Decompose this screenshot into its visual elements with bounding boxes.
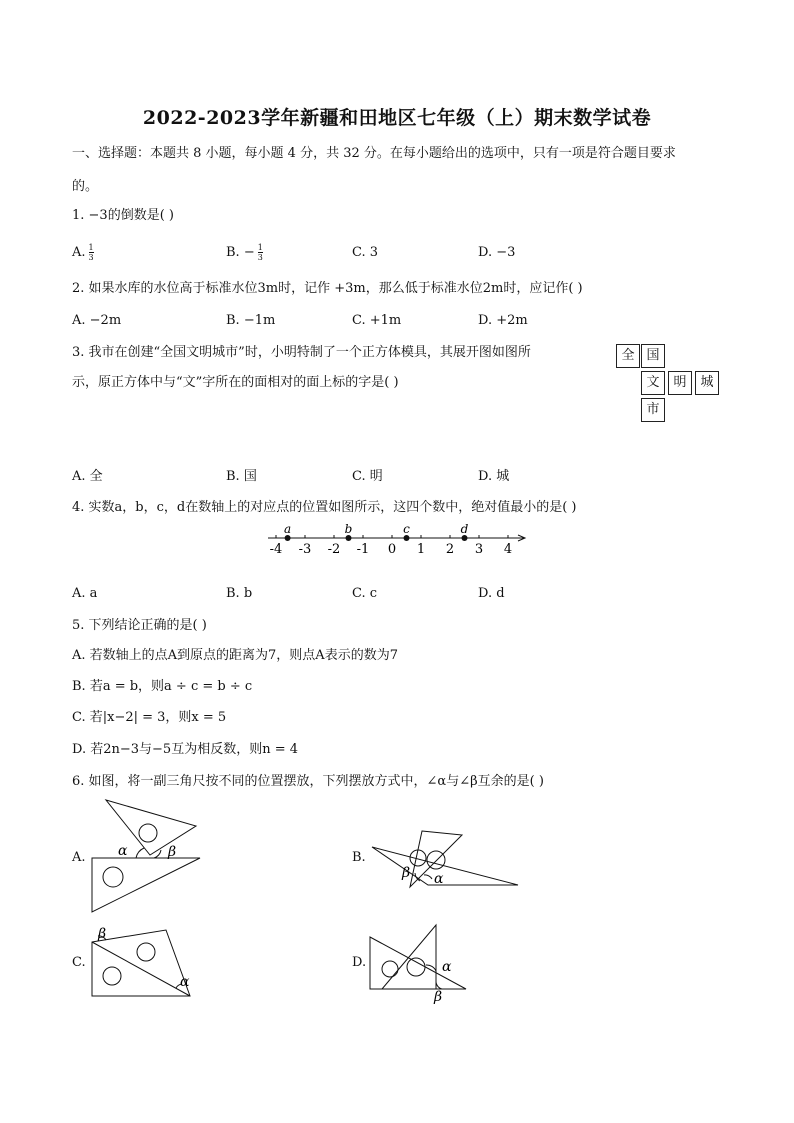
net-cell-guo: 国 — [641, 344, 665, 368]
q2-stem: 2. 如果水库的水位高于标准水位3m时，记作 +3m，那么低于标准水位2m时，应记作( ) — [72, 281, 583, 296]
cube-net-figure — [614, 344, 724, 424]
alpha-label: α — [118, 843, 128, 859]
q2-option-c: C. +1m — [352, 313, 402, 328]
number-line-figure — [260, 518, 540, 558]
alpha-label: α — [180, 974, 190, 990]
beta-label: β — [98, 926, 107, 942]
point-label-a: a — [284, 522, 292, 536]
axis-tick-label: 0 — [387, 542, 397, 557]
net-cell-quan: 全 — [616, 344, 640, 368]
net-cell-wen: 文 — [641, 371, 665, 395]
q6-figure-c — [88, 922, 208, 1002]
q3-stem-line2: 示，原正方体中与“文”字所在的面相对的面上标的字是( ) — [72, 375, 399, 390]
q6-option-a: A. — [72, 850, 86, 865]
q6-figure-a — [88, 800, 208, 920]
q4-option-b: B. b — [226, 586, 253, 601]
q1-option-c: C. 3 — [352, 245, 379, 260]
point-label-c: c — [403, 522, 410, 536]
q4-option-d: D. d — [478, 586, 505, 601]
axis-tick-label: -3 — [298, 542, 312, 557]
alpha-label: α — [434, 871, 444, 887]
q6-option-d: D. — [352, 955, 367, 970]
q3-option-a: A. 全 — [72, 469, 103, 484]
q4-stem: 4. 实数a，b，c，d在数轴上的对应点的位置如图所示，这四个数中，绝对值最小的是( ) — [72, 500, 577, 515]
beta-label: β — [168, 844, 177, 860]
beta-label: β — [434, 989, 443, 1005]
q2-option-d: D. +2m — [478, 313, 528, 328]
axis-tick-label: 3 — [474, 542, 484, 557]
q6-figure-b — [370, 825, 530, 895]
q2-option-a: A. −2m — [72, 313, 122, 328]
q6-stem: 6. 如图，将一副三角尺按不同的位置摆放，下列摆放方式中，∠α与∠β互余的是( ) — [72, 774, 544, 789]
page-title: 2022-2023学年新疆和田地区七年级（上）期末数学试卷 — [142, 107, 652, 129]
q4-option-c: C. c — [352, 586, 378, 601]
section-heading: 一、选择题：本题共 8 小题，每小题 4 分，共 32 分。在每小题给出的选项中，只有一项是符合题目要求 — [72, 146, 676, 161]
q1-option-d: D. −3 — [478, 245, 516, 260]
section-heading-cont: 的。 — [72, 179, 99, 194]
q5-option-c: C. 若|x−2| = 3，则x = 5 — [72, 710, 227, 725]
beta-label: β — [402, 865, 411, 881]
alpha-label: α — [442, 959, 452, 975]
q4-option-a: A. a — [72, 586, 98, 601]
axis-tick-label: 4 — [503, 542, 513, 557]
q1-stem: 1. −3的倒数是( ) — [72, 208, 174, 223]
axis-tick-label: -2 — [327, 542, 341, 557]
q2-option-b: B. −1m — [226, 313, 276, 328]
q6-option-c: C. — [72, 955, 86, 970]
net-cell-shi: 市 — [641, 398, 665, 422]
q3-option-c: C. 明 — [352, 469, 383, 484]
q1-option-a: A. $\frac{1}{3}$ — [72, 243, 94, 262]
point-label-d: d — [460, 522, 469, 536]
q6-figure-d — [368, 925, 478, 1005]
q3-option-b: B. 国 — [226, 469, 257, 484]
q1-option-b: B. − $\frac{1}{3}$ — [226, 243, 263, 262]
point-label-b: b — [344, 522, 353, 536]
axis-tick-label: -4 — [269, 542, 283, 557]
q5-stem: 5. 下列结论正确的是( ) — [72, 618, 207, 633]
q5-option-a: A. 若数轴上的点A到原点的距离为7，则点A表示的数为7 — [72, 648, 398, 663]
q6-option-b: B. — [352, 850, 366, 865]
axis-tick-label: 2 — [445, 542, 455, 557]
q3-option-d: D. 城 — [478, 469, 510, 484]
q3-stem-line1: 3. 我市在创建“全国文明城市”时，小明特制了一个正方体模具，其展开图如图所 — [72, 345, 531, 360]
q5-option-b: B. 若a = b，则a ÷ c = b ÷ c — [72, 679, 253, 694]
axis-tick-label: -1 — [356, 542, 370, 557]
net-cell-ming: 明 — [668, 371, 692, 395]
q5-option-d: D. 若2n−3与−5互为相反数，则n = 4 — [72, 742, 298, 757]
axis-tick-label: 1 — [416, 542, 426, 557]
net-cell-cheng: 城 — [695, 371, 719, 395]
